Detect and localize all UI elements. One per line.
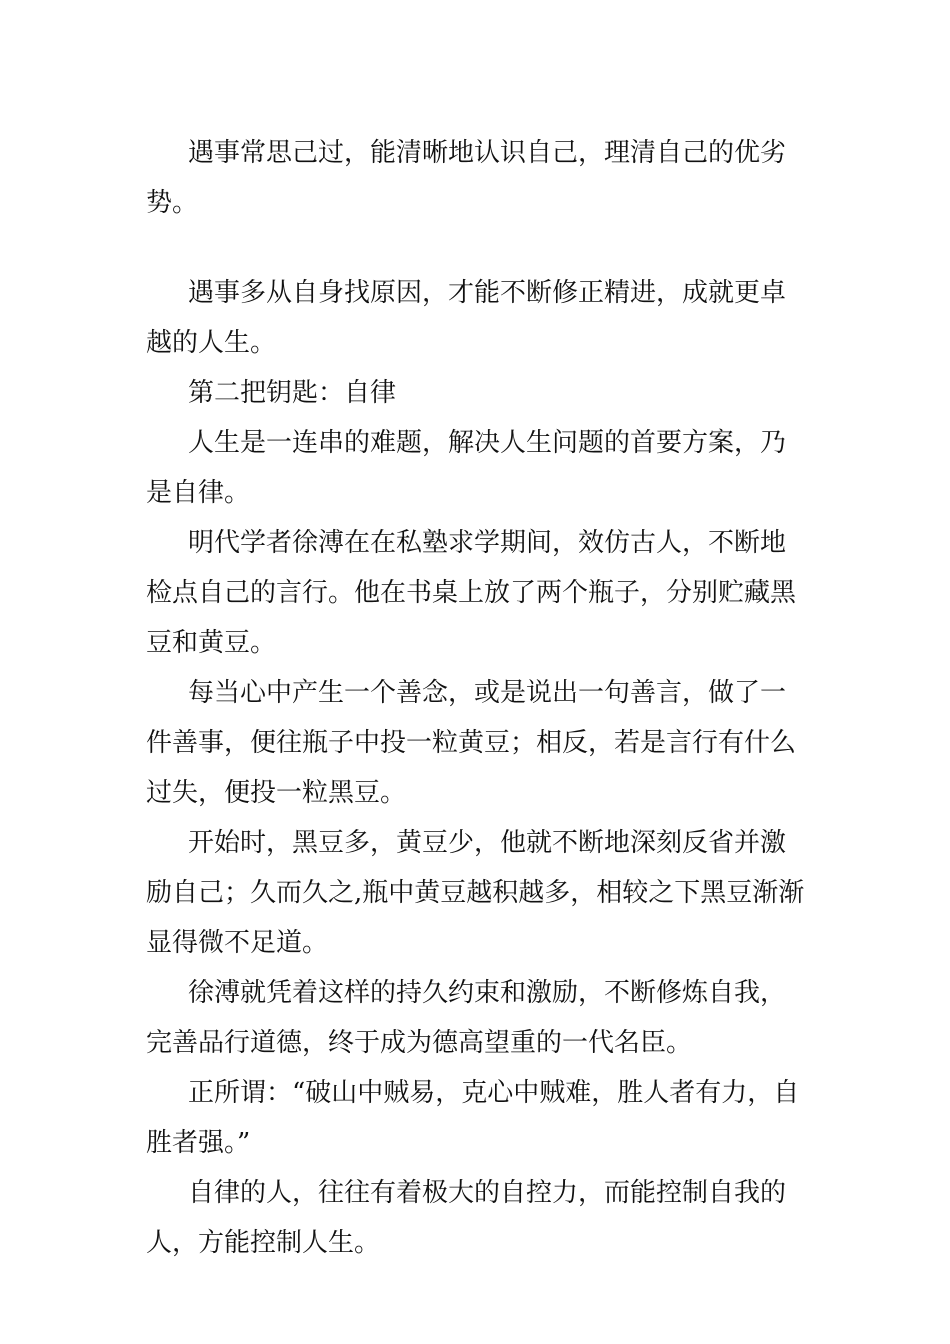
paragraph-1: 遇事常思己过，能清晰地认识自己，理清自己的优劣势。 [146,138,787,218]
document-body [146,128,811,1268]
paragraph-4: 明代学者徐溥在在私塾求学期间，效仿古人，不断地检点自己的言行。他在书桌上放了两个瓶子，分别贮藏黑豆和黄豆。 [146,528,797,658]
paragraph-8: 正所谓：“破山中贼易，克心中贼难，胜人者有力，自胜者强。” [146,1078,800,1158]
paragraph-gap [146,228,811,268]
paragraph-6: 开始时，黑豆多，黄豆少，他就不断地深刻反省并激励自己；久而久之,瓶中黄豆越积越多，相较之下黑豆渐渐显得微不足道。 [146,828,805,958]
paragraph-3: 人生是一连串的难题，解决人生问题的首要方案，乃是自律。 [146,428,787,508]
paragraph-2: 遇事多从自身找原因，才能不断修正精进，成就更卓越的人生。 [146,278,787,358]
section-heading: 第二把钥匙：自律 [188,378,397,408]
paragraph-5: 每当心中产生一个善念，或是说出一句善言，做了一件善事，便往瓶子中投一粒黄豆；相反，若是言行有什么过失，便投一粒黑豆。 [146,678,797,808]
paragraph-9: 自律的人，往往有着极大的自控力，而能控制自我的人，方能控制人生。 [146,1178,787,1258]
paragraph-7: 徐溥就凭着这样的持久约束和激励，不断修炼自我，完善品行道德，终于成为德高望重的一代名臣。 [146,978,787,1058]
